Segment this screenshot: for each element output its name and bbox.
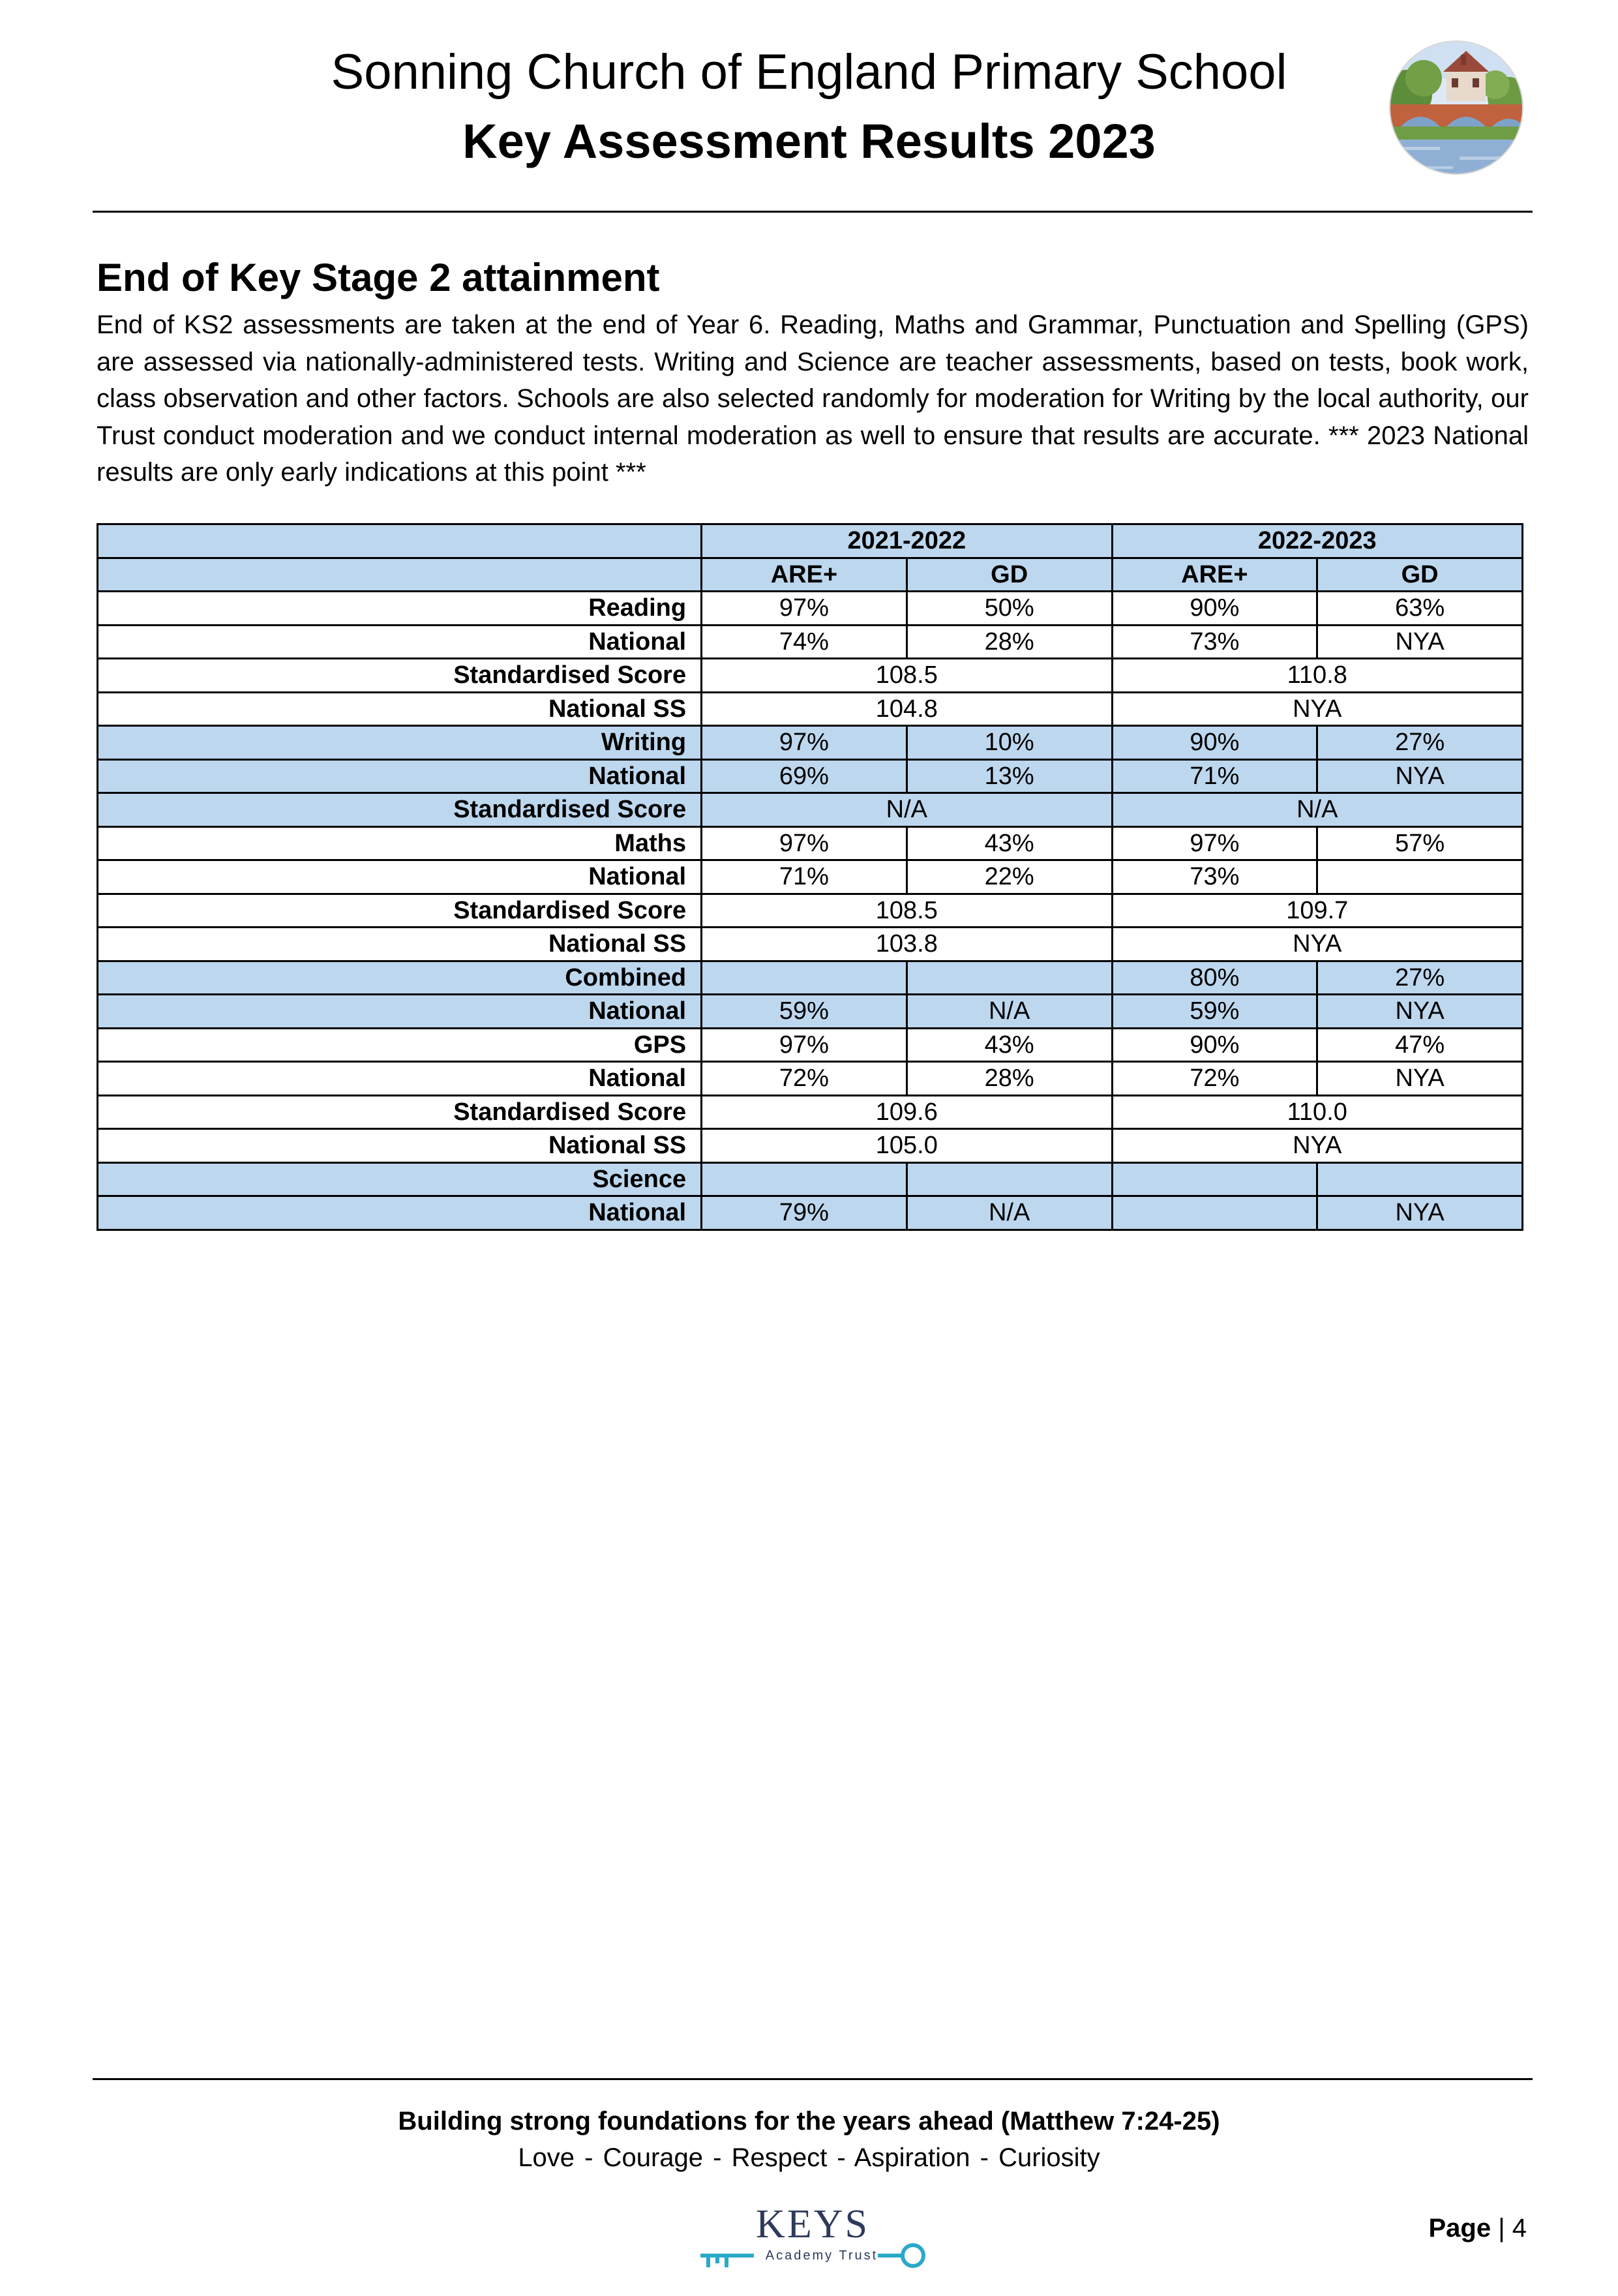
row-label: National bbox=[98, 1196, 702, 1230]
table-year-header-row bbox=[98, 524, 1523, 558]
table-cell: 97% bbox=[702, 1028, 907, 1062]
table-cell-merged: NYA bbox=[1112, 692, 1522, 726]
table-cell-merged: 109.6 bbox=[702, 1095, 1112, 1129]
table-row bbox=[98, 659, 1523, 693]
table-row bbox=[98, 826, 1523, 860]
table-cell-merged: 108.5 bbox=[702, 659, 1112, 693]
page-number bbox=[1429, 2210, 1527, 2246]
row-label: National SS bbox=[98, 692, 702, 726]
table-cell: 43% bbox=[906, 1028, 1112, 1062]
school-name: Sonning Church of England Primary School bbox=[331, 44, 1287, 100]
table-corner-cell bbox=[98, 524, 702, 558]
table-cell: 43% bbox=[906, 826, 1112, 860]
year-header-2022-2023: 2022-2023 bbox=[1112, 524, 1522, 558]
table-cell bbox=[906, 1162, 1112, 1196]
table-row bbox=[98, 928, 1523, 961]
school-values: Love - Courage - Respect - Aspiration - Curiosity bbox=[518, 2143, 1100, 2172]
table-cell bbox=[1317, 860, 1523, 894]
table-cell: NYA bbox=[1317, 625, 1523, 659]
subheader-gd-2023: GD bbox=[1317, 558, 1523, 592]
row-label: National SS bbox=[98, 928, 702, 961]
table-cell-merged: 103.8 bbox=[702, 928, 1112, 961]
row-label: National bbox=[98, 995, 702, 1029]
table-cell-merged: 105.0 bbox=[702, 1129, 1112, 1163]
table-cell: 90% bbox=[1112, 726, 1317, 760]
subheader-gd-2022: GD bbox=[906, 558, 1112, 592]
table-cell-merged: 110.8 bbox=[1112, 659, 1522, 693]
table-cell: 97% bbox=[702, 826, 907, 860]
table-cell: 72% bbox=[1112, 1062, 1317, 1096]
table-row bbox=[98, 726, 1523, 760]
row-label: Maths bbox=[98, 826, 702, 860]
table-cell: 50% bbox=[906, 592, 1112, 626]
table-cell: 79% bbox=[702, 1196, 907, 1230]
table-cell: 13% bbox=[906, 759, 1112, 793]
page-number-value: 4 bbox=[1512, 2214, 1527, 2243]
table-cell bbox=[702, 1162, 907, 1196]
table-row bbox=[98, 894, 1523, 928]
table-cell bbox=[1112, 1162, 1317, 1196]
table-cell: 69% bbox=[702, 759, 907, 793]
year-header-2021-2022: 2021-2022 bbox=[702, 524, 1112, 558]
table-cell: NYA bbox=[1317, 1196, 1523, 1230]
row-label: National bbox=[98, 759, 702, 793]
table-cell: 63% bbox=[1317, 592, 1523, 626]
header-divider bbox=[93, 211, 1533, 213]
page-label: Page bbox=[1428, 2214, 1491, 2243]
table-cell: 97% bbox=[1112, 826, 1317, 860]
page-title: Key Assessment Results 2023 bbox=[462, 114, 1156, 168]
row-label: National SS bbox=[98, 1129, 702, 1163]
table-cell-merged: 110.0 bbox=[1112, 1095, 1522, 1129]
table-cell: 74% bbox=[702, 625, 907, 659]
table-row bbox=[98, 1129, 1523, 1163]
table-cell: 27% bbox=[1317, 961, 1523, 995]
table-cell: N/A bbox=[906, 995, 1112, 1029]
row-label: National bbox=[98, 1062, 702, 1096]
table-cell bbox=[1112, 1196, 1317, 1230]
row-label: Reading bbox=[98, 592, 702, 626]
table-cell: 71% bbox=[1112, 759, 1317, 793]
row-label: GPS bbox=[98, 1028, 702, 1062]
footer-divider bbox=[93, 2078, 1533, 2080]
trust-subtitle: Academy Trust bbox=[765, 2248, 878, 2263]
table-row bbox=[98, 1095, 1523, 1129]
table-cell: NYA bbox=[1317, 759, 1523, 793]
subheader-are-2023: ARE+ bbox=[1112, 558, 1317, 592]
table-cell: 73% bbox=[1112, 860, 1317, 894]
row-label: Standardised Score bbox=[98, 894, 702, 928]
row-label: Standardised Score bbox=[98, 1095, 702, 1129]
table-cell: 97% bbox=[702, 726, 907, 760]
table-cell: 27% bbox=[1317, 726, 1523, 760]
table-row bbox=[98, 1062, 1523, 1096]
table-row bbox=[98, 1196, 1523, 1230]
table-row bbox=[98, 1028, 1523, 1062]
table-cell: NYA bbox=[1317, 1062, 1523, 1096]
table-cell: 73% bbox=[1112, 625, 1317, 659]
table-cell: 10% bbox=[906, 726, 1112, 760]
table-cell bbox=[1317, 1162, 1523, 1196]
table-cell: 72% bbox=[702, 1062, 907, 1096]
table-cell: N/A bbox=[906, 1196, 1112, 1230]
table-cell: 22% bbox=[906, 860, 1112, 894]
row-label: Standardised Score bbox=[98, 659, 702, 693]
table-cell: 59% bbox=[702, 995, 907, 1029]
section-heading: End of Key Stage 2 attainment bbox=[97, 256, 660, 299]
table-cell: 90% bbox=[1112, 1028, 1317, 1062]
table-cell-merged: 108.5 bbox=[702, 894, 1112, 928]
table-cell: 71% bbox=[702, 860, 907, 894]
table-cell bbox=[702, 961, 907, 995]
intro-paragraph: End of KS2 assessments are taken at the end of Year 6. Reading, Maths and Grammar, Punctuation and Spelling (GPS) are assessed via nationally-administered tests. Writing and Science are teacher assessments, based on tests, book work, class observation and other factors. Schools are also selected randomly for moderation for Writing by the local authority, our Trust conduct moderation and we conduct internal moderation as well to ensure that results are accurate. *** 2023 National results are only early indications at this point *** bbox=[97, 310, 1529, 487]
row-label: Writing bbox=[98, 726, 702, 760]
school-crest-bridge-icon bbox=[1388, 39, 1525, 176]
table-corner-cell bbox=[98, 558, 702, 592]
table-cell bbox=[906, 961, 1112, 995]
table-row bbox=[98, 995, 1523, 1029]
table-row bbox=[98, 1162, 1523, 1196]
page-separator: | bbox=[1498, 2214, 1505, 2243]
table-cell: 47% bbox=[1317, 1028, 1523, 1062]
row-label: Combined bbox=[98, 961, 702, 995]
table-cell: 28% bbox=[906, 625, 1112, 659]
table-cell: 57% bbox=[1317, 826, 1523, 860]
table-row bbox=[98, 592, 1523, 626]
subheader-are-2022: ARE+ bbox=[702, 558, 907, 592]
table-cell: 59% bbox=[1112, 995, 1317, 1029]
row-label: National bbox=[98, 625, 702, 659]
table-cell: 80% bbox=[1112, 961, 1317, 995]
row-label: Science bbox=[98, 1162, 702, 1196]
table-cell-merged: N/A bbox=[1112, 793, 1522, 827]
table-row bbox=[98, 793, 1523, 827]
school-motto: Building strong foundations for the years ahead (Matthew 7:24-25) bbox=[398, 2107, 1220, 2136]
table-cell-merged: NYA bbox=[1112, 928, 1522, 961]
keys-academy-trust-logo bbox=[695, 2199, 930, 2278]
trust-name: KEYS bbox=[756, 2202, 869, 2246]
row-label: National bbox=[98, 860, 702, 894]
table-row bbox=[98, 625, 1523, 659]
table-row bbox=[98, 961, 1523, 995]
table-cell: 28% bbox=[906, 1062, 1112, 1096]
table-row bbox=[98, 860, 1523, 894]
table-subheader-row bbox=[98, 558, 1523, 592]
results-table bbox=[97, 523, 1523, 1231]
table-row bbox=[98, 692, 1523, 726]
table-cell: NYA bbox=[1317, 995, 1523, 1029]
table-cell: 97% bbox=[702, 592, 907, 626]
table-cell-merged: 109.7 bbox=[1112, 894, 1522, 928]
table-row bbox=[98, 759, 1523, 793]
table-cell-merged: 104.8 bbox=[702, 692, 1112, 726]
row-label: Standardised Score bbox=[98, 793, 702, 827]
table-cell-merged: NYA bbox=[1112, 1129, 1522, 1163]
table-cell-merged: N/A bbox=[702, 793, 1112, 827]
table-cell: 90% bbox=[1112, 592, 1317, 626]
